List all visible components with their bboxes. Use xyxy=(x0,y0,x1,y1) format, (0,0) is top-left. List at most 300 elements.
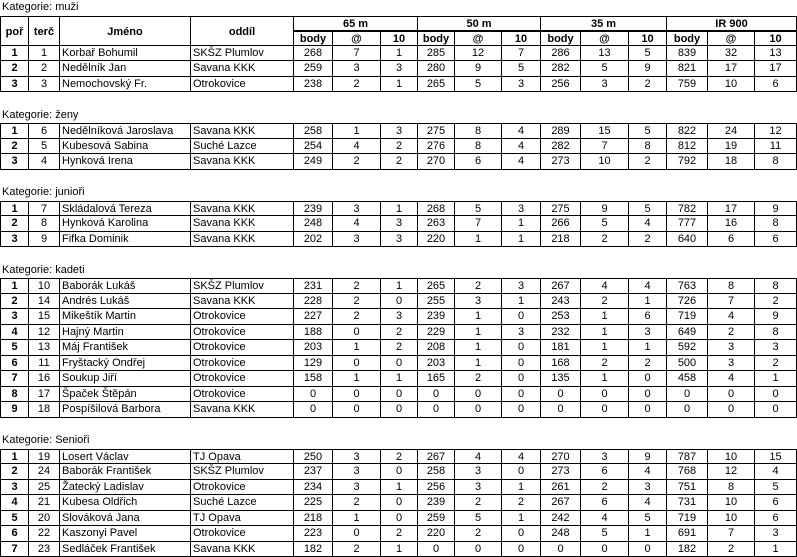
cell-m35-points[interactable]: 266 xyxy=(541,216,581,232)
cell-club[interactable]: Savana KKK xyxy=(191,154,294,170)
cell-m35-at[interactable]: 13 xyxy=(581,46,629,62)
cell-ir900-tens[interactable]: 15 xyxy=(755,449,797,465)
cell-ir900-at[interactable]: 10 xyxy=(708,449,755,465)
cell-ir900-points[interactable]: 691 xyxy=(667,526,708,542)
cell-rank[interactable]: 1 xyxy=(0,201,29,217)
cell-m65-points[interactable]: 228 xyxy=(294,294,333,310)
cell-m50-points[interactable]: 276 xyxy=(418,139,455,155)
cell-club[interactable]: Otrokovice xyxy=(191,340,294,356)
cell-m65-points[interactable]: 231 xyxy=(294,278,333,294)
cell-m65-points[interactable]: 239 xyxy=(294,201,333,217)
cell-ir900-tens[interactable]: 6 xyxy=(755,511,797,527)
cell-rank[interactable]: 2 xyxy=(0,61,29,77)
cell-m65-points[interactable]: 225 xyxy=(294,495,333,511)
cell-rank[interactable]: 7 xyxy=(0,542,29,557)
cell-m65-points[interactable]: 254 xyxy=(294,139,333,155)
cell-m50-tens[interactable]: 4 xyxy=(502,123,541,139)
cell-m50-points[interactable]: 203 xyxy=(418,356,455,372)
cell-rank[interactable]: 3 xyxy=(0,232,29,248)
cell-ir900-tens[interactable]: 1 xyxy=(755,542,797,557)
cell-m35-at[interactable]: 2 xyxy=(581,294,629,310)
cell-m65-tens[interactable]: 2 xyxy=(381,325,418,341)
cell-ir900-tens[interactable]: 11 xyxy=(755,139,797,155)
cell-name[interactable]: Hynková Irena xyxy=(60,154,191,170)
cell-m65-at[interactable]: 2 xyxy=(333,77,381,93)
cell-m35-at[interactable]: 3 xyxy=(581,77,629,93)
cell-ir900-tens[interactable]: 13 xyxy=(755,46,797,62)
cell-ir900-at[interactable]: 19 xyxy=(708,139,755,155)
cell-name[interactable]: Skládalová Tereza xyxy=(60,201,191,217)
cell-m35-tens[interactable]: 2 xyxy=(629,154,667,170)
cell-m35-points[interactable]: 286 xyxy=(541,46,581,62)
cell-ir900-points[interactable]: 0 xyxy=(667,402,708,418)
cell-rank[interactable]: 7 xyxy=(0,371,29,387)
cell-m50-at[interactable]: 3 xyxy=(455,294,502,310)
cell-m65-points[interactable]: 258 xyxy=(294,123,333,139)
cell-m65-points[interactable]: 268 xyxy=(294,46,333,62)
cell-lane[interactable]: 17 xyxy=(29,387,60,403)
cell-ir900-tens[interactable]: 8 xyxy=(755,154,797,170)
cell-ir900-tens[interactable]: 6 xyxy=(755,77,797,93)
cell-rank[interactable]: 6 xyxy=(0,526,29,542)
cell-m35-tens[interactable]: 0 xyxy=(629,542,667,557)
cell-name[interactable]: Kubesa Oldřich xyxy=(60,495,191,511)
cell-m35-tens[interactable]: 5 xyxy=(629,201,667,217)
cell-ir900-points[interactable]: 500 xyxy=(667,356,708,372)
cell-club[interactable]: SKŠZ Plumlov xyxy=(191,278,294,294)
cell-rank[interactable]: 2 xyxy=(0,139,29,155)
cell-m65-tens[interactable]: 2 xyxy=(381,154,418,170)
cell-m50-at[interactable]: 1 xyxy=(455,232,502,248)
cell-m65-tens[interactable]: 3 xyxy=(381,216,418,232)
cell-m50-at[interactable]: 1 xyxy=(455,356,502,372)
cell-m35-at[interactable]: 6 xyxy=(581,495,629,511)
cell-club[interactable]: TJ Opava xyxy=(191,449,294,465)
cell-m35-points[interactable]: 256 xyxy=(541,77,581,93)
cell-m65-tens[interactable]: 1 xyxy=(381,371,418,387)
cell-m65-points[interactable]: 237 xyxy=(294,464,333,480)
cell-m35-points[interactable]: 270 xyxy=(541,449,581,465)
cell-rank[interactable]: 1 xyxy=(0,449,29,465)
cell-m35-points[interactable]: 282 xyxy=(541,139,581,155)
cell-m65-at[interactable]: 0 xyxy=(333,356,381,372)
cell-m50-at[interactable]: 2 xyxy=(455,495,502,511)
cell-m35-points[interactable]: 282 xyxy=(541,61,581,77)
cell-ir900-at[interactable]: 8 xyxy=(708,480,755,496)
cell-ir900-at[interactable]: 17 xyxy=(708,201,755,217)
cell-m50-at[interactable]: 12 xyxy=(455,46,502,62)
cell-name[interactable]: Žatecký Ladislav xyxy=(60,480,191,496)
cell-m65-tens[interactable]: 3 xyxy=(381,61,418,77)
cell-rank[interactable]: 4 xyxy=(0,325,29,341)
cell-m50-tens[interactable]: 0 xyxy=(502,402,541,418)
cell-m50-at[interactable]: 2 xyxy=(455,371,502,387)
cell-m65-at[interactable]: 0 xyxy=(333,387,381,403)
cell-m35-points[interactable]: 135 xyxy=(541,371,581,387)
cell-rank[interactable]: 5 xyxy=(0,511,29,527)
cell-m65-points[interactable]: 238 xyxy=(294,77,333,93)
cell-m65-at[interactable]: 2 xyxy=(333,495,381,511)
cell-ir900-tens[interactable]: 1 xyxy=(755,371,797,387)
cell-m35-tens[interactable]: 6 xyxy=(629,309,667,325)
cell-ir900-points[interactable]: 731 xyxy=(667,495,708,511)
cell-ir900-at[interactable]: 10 xyxy=(708,77,755,93)
cell-m65-at[interactable]: 1 xyxy=(333,340,381,356)
cell-ir900-at[interactable]: 3 xyxy=(708,356,755,372)
cell-m65-points[interactable]: 203 xyxy=(294,340,333,356)
cell-rank[interactable]: 1 xyxy=(0,123,29,139)
cell-m35-tens[interactable]: 0 xyxy=(629,387,667,403)
cell-ir900-at[interactable]: 3 xyxy=(708,340,755,356)
cell-m35-at[interactable]: 2 xyxy=(581,356,629,372)
cell-m65-at[interactable]: 2 xyxy=(333,278,381,294)
cell-ir900-at[interactable]: 32 xyxy=(708,46,755,62)
cell-ir900-at[interactable]: 0 xyxy=(708,402,755,418)
cell-lane[interactable]: 11 xyxy=(29,356,60,372)
cell-m50-points[interactable]: 229 xyxy=(418,325,455,341)
cell-m50-at[interactable]: 9 xyxy=(455,61,502,77)
cell-m50-points[interactable]: 255 xyxy=(418,294,455,310)
cell-lane[interactable]: 20 xyxy=(29,511,60,527)
cell-m65-points[interactable]: 227 xyxy=(294,309,333,325)
cell-m50-at[interactable]: 3 xyxy=(455,464,502,480)
cell-m50-at[interactable]: 2 xyxy=(455,526,502,542)
cell-m50-tens[interactable]: 4 xyxy=(502,139,541,155)
cell-name[interactable]: Pospíšilová Barbora xyxy=(60,402,191,418)
cell-m65-at[interactable]: 1 xyxy=(333,371,381,387)
cell-lane[interactable]: 16 xyxy=(29,371,60,387)
cell-m50-tens[interactable]: 3 xyxy=(502,325,541,341)
cell-name[interactable]: Andrés Lukáš xyxy=(60,294,191,310)
cell-name[interactable]: Kubesová Sabina xyxy=(60,139,191,155)
cell-m65-at[interactable]: 3 xyxy=(333,201,381,217)
cell-m50-at[interactable]: 8 xyxy=(455,123,502,139)
cell-name[interactable]: Nedělník Jan xyxy=(60,61,191,77)
cell-ir900-at[interactable]: 17 xyxy=(708,61,755,77)
cell-m65-at[interactable]: 2 xyxy=(333,309,381,325)
cell-m65-points[interactable]: 250 xyxy=(294,449,333,465)
cell-ir900-points[interactable]: 777 xyxy=(667,216,708,232)
cell-m35-points[interactable]: 0 xyxy=(541,387,581,403)
cell-ir900-tens[interactable]: 0 xyxy=(755,387,797,403)
cell-m35-at[interactable]: 5 xyxy=(581,61,629,77)
cell-m65-at[interactable]: 3 xyxy=(333,480,381,496)
cell-m50-tens[interactable]: 0 xyxy=(502,371,541,387)
cell-lane[interactable]: 12 xyxy=(29,325,60,341)
cell-ir900-tens[interactable]: 2 xyxy=(755,294,797,310)
cell-ir900-points[interactable]: 782 xyxy=(667,201,708,217)
cell-m50-points[interactable]: 280 xyxy=(418,61,455,77)
cell-lane[interactable]: 14 xyxy=(29,294,60,310)
cell-rank[interactable]: 3 xyxy=(0,309,29,325)
cell-lane[interactable]: 1 xyxy=(29,46,60,62)
cell-m50-at[interactable]: 0 xyxy=(455,402,502,418)
cell-m65-at[interactable]: 1 xyxy=(333,123,381,139)
cell-club[interactable]: Otrokovice xyxy=(191,356,294,372)
cell-m65-tens[interactable]: 0 xyxy=(381,356,418,372)
cell-name[interactable]: Fryštacký Ondřej xyxy=(60,356,191,372)
cell-rank[interactable]: 1 xyxy=(0,278,29,294)
cell-m35-points[interactable]: 218 xyxy=(541,232,581,248)
cell-m50-points[interactable]: 220 xyxy=(418,526,455,542)
cell-m35-at[interactable]: 1 xyxy=(581,340,629,356)
cell-ir900-at[interactable]: 7 xyxy=(708,526,755,542)
cell-m35-at[interactable]: 2 xyxy=(581,480,629,496)
cell-m35-tens[interactable]: 5 xyxy=(629,46,667,62)
cell-ir900-points[interactable]: 821 xyxy=(667,61,708,77)
cell-ir900-points[interactable]: 458 xyxy=(667,371,708,387)
cell-m50-tens[interactable]: 1 xyxy=(502,511,541,527)
cell-m65-tens[interactable]: 0 xyxy=(381,464,418,480)
cell-m50-points[interactable]: 239 xyxy=(418,309,455,325)
cell-ir900-tens[interactable]: 8 xyxy=(755,216,797,232)
cell-club[interactable]: Savana KKK xyxy=(191,232,294,248)
cell-name[interactable]: Kaszonyi Pavel xyxy=(60,526,191,542)
cell-club[interactable]: Savana KKK xyxy=(191,294,294,310)
cell-m50-tens[interactable]: 0 xyxy=(502,526,541,542)
cell-ir900-at[interactable]: 16 xyxy=(708,216,755,232)
cell-lane[interactable]: 22 xyxy=(29,526,60,542)
cell-club[interactable]: Suché Lazce xyxy=(191,495,294,511)
cell-ir900-tens[interactable]: 6 xyxy=(755,495,797,511)
cell-m50-points[interactable]: 270 xyxy=(418,154,455,170)
cell-m65-tens[interactable]: 3 xyxy=(381,232,418,248)
cell-ir900-points[interactable]: 763 xyxy=(667,278,708,294)
cell-m35-points[interactable]: 248 xyxy=(541,526,581,542)
cell-m35-points[interactable]: 242 xyxy=(541,511,581,527)
cell-ir900-at[interactable]: 12 xyxy=(708,464,755,480)
cell-m35-points[interactable]: 0 xyxy=(541,542,581,557)
cell-m35-at[interactable]: 3 xyxy=(581,449,629,465)
cell-m50-points[interactable]: 263 xyxy=(418,216,455,232)
cell-name[interactable]: Soukup Jiří xyxy=(60,371,191,387)
cell-club[interactable]: Savana KKK xyxy=(191,542,294,557)
cell-ir900-at[interactable]: 8 xyxy=(708,278,755,294)
cell-lane[interactable]: 5 xyxy=(29,139,60,155)
cell-ir900-points[interactable]: 822 xyxy=(667,123,708,139)
cell-m35-points[interactable]: 267 xyxy=(541,278,581,294)
cell-m50-tens[interactable]: 1 xyxy=(502,480,541,496)
cell-ir900-points[interactable]: 768 xyxy=(667,464,708,480)
cell-club[interactable]: Otrokovice xyxy=(191,77,294,93)
cell-m65-points[interactable]: 0 xyxy=(294,387,333,403)
cell-rank[interactable]: 2 xyxy=(0,464,29,480)
cell-m35-tens[interactable]: 3 xyxy=(629,325,667,341)
cell-lane[interactable]: 6 xyxy=(29,123,60,139)
cell-ir900-at[interactable]: 10 xyxy=(708,511,755,527)
cell-m35-tens[interactable]: 1 xyxy=(629,340,667,356)
cell-lane[interactable]: 15 xyxy=(29,309,60,325)
cell-ir900-tens[interactable]: 0 xyxy=(755,402,797,418)
cell-m50-points[interactable]: 0 xyxy=(418,387,455,403)
cell-club[interactable]: SKŠZ Plumlov xyxy=(191,464,294,480)
cell-m50-at[interactable]: 0 xyxy=(455,387,502,403)
cell-m65-points[interactable]: 202 xyxy=(294,232,333,248)
cell-name[interactable]: Máj František xyxy=(60,340,191,356)
cell-club[interactable]: Savana KKK xyxy=(191,216,294,232)
cell-m35-at[interactable]: 15 xyxy=(581,123,629,139)
cell-m50-at[interactable]: 1 xyxy=(455,325,502,341)
cell-m35-at[interactable]: 9 xyxy=(581,201,629,217)
cell-m50-points[interactable]: 265 xyxy=(418,278,455,294)
cell-m35-at[interactable]: 4 xyxy=(581,511,629,527)
cell-m50-points[interactable]: 0 xyxy=(418,542,455,557)
cell-m50-points[interactable]: 239 xyxy=(418,495,455,511)
cell-m35-at[interactable]: 0 xyxy=(581,402,629,418)
cell-rank[interactable]: 9 xyxy=(0,402,29,418)
cell-m50-points[interactable]: 275 xyxy=(418,123,455,139)
cell-club[interactable]: Otrokovice xyxy=(191,325,294,341)
cell-m35-at[interactable]: 2 xyxy=(581,232,629,248)
cell-club[interactable]: Savana KKK xyxy=(191,123,294,139)
cell-m35-points[interactable]: 273 xyxy=(541,464,581,480)
cell-ir900-points[interactable]: 759 xyxy=(667,77,708,93)
cell-m65-points[interactable]: 249 xyxy=(294,154,333,170)
cell-name[interactable]: Losert Václav xyxy=(60,449,191,465)
cell-m65-at[interactable]: 0 xyxy=(333,325,381,341)
cell-m65-at[interactable]: 2 xyxy=(333,154,381,170)
cell-m35-at[interactable]: 5 xyxy=(581,216,629,232)
cell-m35-tens[interactable]: 9 xyxy=(629,61,667,77)
cell-m65-tens[interactable]: 1 xyxy=(381,201,418,217)
cell-m65-points[interactable]: 234 xyxy=(294,480,333,496)
cell-m35-at[interactable]: 0 xyxy=(581,542,629,557)
cell-ir900-points[interactable]: 719 xyxy=(667,309,708,325)
cell-m65-at[interactable]: 3 xyxy=(333,464,381,480)
cell-m35-tens[interactable]: 1 xyxy=(629,294,667,310)
cell-m65-tens[interactable]: 0 xyxy=(381,495,418,511)
cell-m50-points[interactable]: 265 xyxy=(418,77,455,93)
cell-ir900-at[interactable]: 2 xyxy=(708,542,755,557)
cell-m65-points[interactable]: 218 xyxy=(294,511,333,527)
cell-ir900-tens[interactable]: 9 xyxy=(755,309,797,325)
cell-m35-points[interactable]: 181 xyxy=(541,340,581,356)
cell-lane[interactable]: 18 xyxy=(29,402,60,418)
cell-m50-at[interactable]: 1 xyxy=(455,309,502,325)
cell-rank[interactable]: 5 xyxy=(0,340,29,356)
cell-ir900-at[interactable]: 10 xyxy=(708,495,755,511)
cell-ir900-tens[interactable]: 8 xyxy=(755,325,797,341)
cell-m50-at[interactable]: 3 xyxy=(455,480,502,496)
cell-rank[interactable]: 3 xyxy=(0,154,29,170)
cell-name[interactable]: Hajný Martin xyxy=(60,325,191,341)
cell-ir900-points[interactable]: 182 xyxy=(667,542,708,557)
cell-ir900-points[interactable]: 792 xyxy=(667,154,708,170)
cell-m65-tens[interactable]: 1 xyxy=(381,77,418,93)
cell-m35-tens[interactable]: 5 xyxy=(629,123,667,139)
cell-m35-tens[interactable]: 3 xyxy=(629,480,667,496)
cell-m50-tens[interactable]: 7 xyxy=(502,46,541,62)
cell-club[interactable]: Otrokovice xyxy=(191,387,294,403)
cell-m50-points[interactable]: 220 xyxy=(418,232,455,248)
cell-m35-points[interactable]: 267 xyxy=(541,495,581,511)
cell-lane[interactable]: 23 xyxy=(29,542,60,557)
cell-m65-points[interactable]: 0 xyxy=(294,402,333,418)
cell-name[interactable]: Nemochovský Fr. xyxy=(60,77,191,93)
cell-m65-tens[interactable]: 3 xyxy=(381,309,418,325)
cell-m65-points[interactable]: 182 xyxy=(294,542,333,557)
cell-m35-tens[interactable]: 2 xyxy=(629,232,667,248)
cell-club[interactable]: Savana KKK xyxy=(191,402,294,418)
cell-name[interactable]: Mikeštík Martin xyxy=(60,309,191,325)
cell-club[interactable]: Savana KKK xyxy=(191,201,294,217)
cell-club[interactable]: Otrokovice xyxy=(191,309,294,325)
cell-club[interactable]: Suché Lazce xyxy=(191,139,294,155)
cell-ir900-points[interactable]: 649 xyxy=(667,325,708,341)
cell-lane[interactable]: 4 xyxy=(29,154,60,170)
cell-m50-tens[interactable]: 1 xyxy=(502,216,541,232)
cell-name[interactable]: Sedláček František xyxy=(60,542,191,557)
cell-m35-points[interactable]: 0 xyxy=(541,402,581,418)
cell-ir900-points[interactable]: 592 xyxy=(667,340,708,356)
cell-name[interactable]: Hynková Karolina xyxy=(60,216,191,232)
cell-m35-points[interactable]: 243 xyxy=(541,294,581,310)
cell-ir900-points[interactable]: 640 xyxy=(667,232,708,248)
cell-m50-points[interactable]: 256 xyxy=(418,480,455,496)
cell-m65-at[interactable]: 7 xyxy=(333,46,381,62)
cell-lane[interactable]: 3 xyxy=(29,77,60,93)
cell-lane[interactable]: 8 xyxy=(29,216,60,232)
cell-m65-at[interactable]: 3 xyxy=(333,232,381,248)
cell-ir900-tens[interactable]: 12 xyxy=(755,123,797,139)
cell-m65-at[interactable]: 3 xyxy=(333,449,381,465)
cell-m35-tens[interactable]: 9 xyxy=(629,449,667,465)
cell-m35-tens[interactable]: 4 xyxy=(629,495,667,511)
cell-ir900-tens[interactable]: 3 xyxy=(755,526,797,542)
cell-club[interactable]: Otrokovice xyxy=(191,480,294,496)
cell-m50-tens[interactable]: 3 xyxy=(502,278,541,294)
cell-m65-at[interactable]: 4 xyxy=(333,139,381,155)
cell-m50-points[interactable]: 0 xyxy=(418,402,455,418)
cell-m35-points[interactable]: 168 xyxy=(541,356,581,372)
cell-lane[interactable]: 21 xyxy=(29,495,60,511)
cell-m35-at[interactable]: 10 xyxy=(581,154,629,170)
cell-m65-tens[interactable]: 0 xyxy=(381,511,418,527)
cell-m50-points[interactable]: 258 xyxy=(418,464,455,480)
cell-m65-tens[interactable]: 2 xyxy=(381,139,418,155)
cell-m50-points[interactable]: 208 xyxy=(418,340,455,356)
cell-m35-points[interactable]: 289 xyxy=(541,123,581,139)
cell-m65-tens[interactable]: 1 xyxy=(381,46,418,62)
cell-rank[interactable]: 3 xyxy=(0,480,29,496)
cell-m35-tens[interactable]: 1 xyxy=(629,526,667,542)
cell-m50-at[interactable]: 2 xyxy=(455,278,502,294)
cell-m65-points[interactable]: 248 xyxy=(294,216,333,232)
cell-m50-tens[interactable]: 5 xyxy=(502,61,541,77)
cell-m50-tens[interactable]: 0 xyxy=(502,464,541,480)
cell-m50-tens[interactable]: 0 xyxy=(502,356,541,372)
cell-m35-tens[interactable]: 5 xyxy=(629,511,667,527)
cell-ir900-points[interactable]: 726 xyxy=(667,294,708,310)
cell-club[interactable]: TJ Opava xyxy=(191,511,294,527)
cell-m35-at[interactable]: 5 xyxy=(581,526,629,542)
cell-name[interactable]: Fifka Dominik xyxy=(60,232,191,248)
cell-m65-points[interactable]: 188 xyxy=(294,325,333,341)
cell-ir900-at[interactable]: 2 xyxy=(708,325,755,341)
cell-m35-tens[interactable]: 2 xyxy=(629,77,667,93)
cell-m35-at[interactable]: 4 xyxy=(581,278,629,294)
cell-m50-tens[interactable]: 0 xyxy=(502,542,541,557)
cell-m65-at[interactable]: 2 xyxy=(333,294,381,310)
cell-ir900-points[interactable]: 839 xyxy=(667,46,708,62)
cell-rank[interactable]: 1 xyxy=(0,46,29,62)
cell-ir900-tens[interactable]: 4 xyxy=(755,464,797,480)
cell-lane[interactable]: 19 xyxy=(29,449,60,465)
cell-ir900-tens[interactable]: 6 xyxy=(755,232,797,248)
cell-rank[interactable]: 8 xyxy=(0,387,29,403)
cell-lane[interactable]: 9 xyxy=(29,232,60,248)
cell-m65-tens[interactable]: 2 xyxy=(381,340,418,356)
